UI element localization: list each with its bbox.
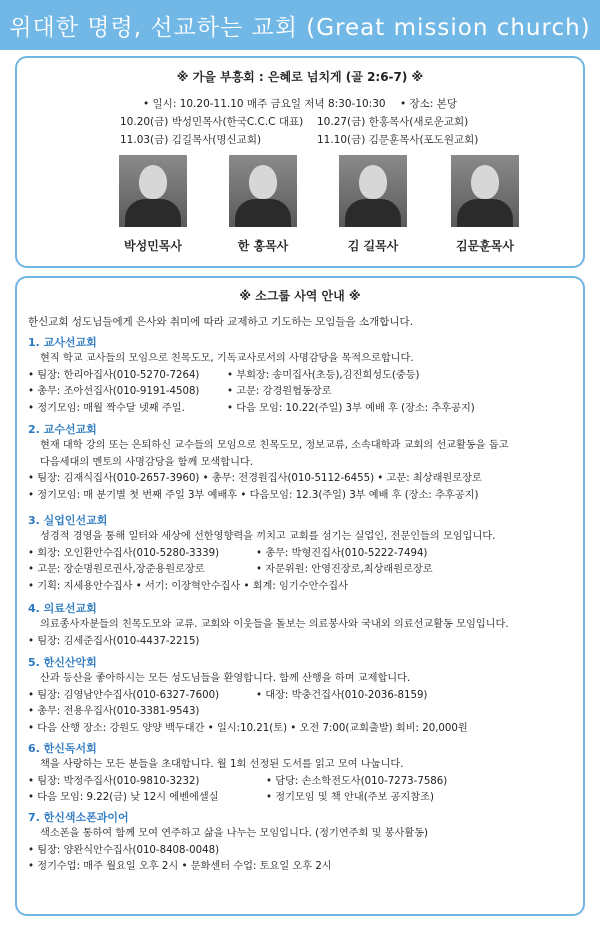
section-title: 6. 한신독서회 bbox=[28, 742, 97, 755]
section-line: • 총무: 전용우집사(010-3381-9543) bbox=[28, 706, 200, 717]
section-line: • 부회장: 송미집사(초등),김진희성도(중등) bbox=[227, 369, 420, 381]
section-desc: 책을 사랑하는 모든 분들을 초대합니다. 월 1회 선정된 도서를 읽고 모여 나눕니다. bbox=[40, 759, 404, 770]
section-desc: 현재 대학 강의 또는 은퇴하신 교수들의 모임으로 친목도모, 정보교류, 소속대학과 교회의 선교활동을 돕고 bbox=[40, 440, 509, 451]
section-line: • 팀장: 김영남안수집사(010-6327-7600) bbox=[28, 689, 220, 701]
section-line: • 회장: 오인환안수집사(010-5280-3339) bbox=[28, 547, 220, 559]
group-section-teachers bbox=[28, 335, 578, 417]
pastor-gallery bbox=[17, 155, 583, 265]
pastor-card bbox=[103, 155, 203, 254]
pastor-photo bbox=[229, 155, 297, 227]
revival-schedule bbox=[17, 95, 583, 149]
schedule-item: 11.03(금) 김길목사(명신교회) bbox=[120, 134, 262, 146]
group-section-saxophone bbox=[28, 810, 578, 876]
section-line: • 자문위원: 안영진장로,최상래원로장로 bbox=[256, 564, 433, 575]
pastor-photo bbox=[451, 155, 519, 227]
section-line: • 정기모임 및 책 안내(주보 공지참조) bbox=[266, 792, 434, 803]
section-desc: 의료종사자분들의 친목도모와 교류. 교회와 이웃들을 돌보는 의료봉사와 국내외 의료선교활동 모임입니다. bbox=[40, 619, 509, 630]
section-title: 7. 한신색소폰과이어 bbox=[28, 811, 129, 824]
section-line: • 담당: 손소학전도사(010-7273-7586) bbox=[266, 775, 448, 787]
section-line: • 팀장: 김세준집사(010-4437-2215) bbox=[28, 635, 200, 647]
revival-place: • 장소: 본당 bbox=[400, 98, 457, 110]
revival-box bbox=[15, 56, 585, 268]
section-desc: 현직 학교 교사들의 모임으로 친목도모, 기독교사로서의 사명감당을 목적으로합니다. bbox=[40, 353, 414, 364]
section-line: • 정기모임: 매월 짝수달 넷째 주일. bbox=[28, 402, 185, 414]
group-section-reading bbox=[28, 741, 578, 807]
section-title: 5. 한신산악회 bbox=[28, 656, 97, 669]
schedule-item: 10.20(금) 박성민목사(한국C.C.C 대표) bbox=[120, 116, 304, 128]
pastor-name: 김 길목사 bbox=[347, 239, 399, 253]
section-line: • 고문: 장순명원로권사,장준용원로장로 bbox=[28, 564, 205, 575]
section-line: • 고문: 강경원협동장로 bbox=[227, 386, 332, 397]
pastor-card bbox=[213, 155, 313, 254]
section-title: 3. 실업인선교회 bbox=[28, 514, 108, 527]
section-desc: 다음세대의 멘토의 사명감당을 함께 모색합니다. bbox=[40, 456, 254, 468]
section-line: • 정기수업: 매주 월요일 오후 2시 • 문화센터 수업: 토요일 오후 2시 bbox=[28, 861, 332, 872]
schedule-item: 11.10(금) 김문훈목사(포도원교회) bbox=[317, 134, 479, 146]
section-line: • 다음 산행 장소: 강원도 양양 백두대간 • 일시:10.21(토) • 오전 7:00(교회출발) 회비: 20,000원 bbox=[28, 722, 468, 734]
pastor-photo bbox=[339, 155, 407, 227]
section-line: • 다음 모임: 9.22(금) 낮 12시 에벤에셀실 bbox=[28, 792, 219, 803]
group-section-medical bbox=[28, 601, 578, 650]
page-banner bbox=[0, 0, 600, 50]
revival-time: • 일시: 10.20-11.10 매주 금요일 저녁 8:30-10:30 bbox=[143, 98, 386, 110]
section-line: • 팀장: 양완식안수집사(010-8408-0048) bbox=[28, 844, 220, 856]
pastor-name: 김문훈목사 bbox=[456, 239, 514, 253]
groups-title: ※ 소그룹 사역 안내 ※ bbox=[239, 289, 361, 303]
section-line: • 총무: 조아선집사(010-9191-4508) bbox=[28, 386, 200, 397]
banner-title: 위대한 명령, 선교하는 교회 (Great mission church) bbox=[9, 14, 591, 41]
pastor-name: 한 홍목사 bbox=[237, 239, 289, 253]
section-line: • 팀장: 박정주집사(010-9810-3232) bbox=[28, 775, 200, 787]
section-line: • 다음 모임: 10.22(주일) 3부 예배 후 (장소: 추후공지) bbox=[227, 402, 475, 414]
pastor-name: 박성민목사 bbox=[124, 239, 182, 253]
section-line: • 대장: 박충건집사(010-2036-8159) bbox=[256, 689, 428, 701]
section-title: 1. 교사선교회 bbox=[28, 336, 97, 349]
section-line: • 팀장: 한리아집사(010-5270-7264) bbox=[28, 369, 200, 381]
section-desc: 성경적 경영을 통해 일터와 세상에 선한영향력을 끼치고 교회를 섬기는 실업인, 전문인들의 모임입니다. bbox=[40, 531, 496, 542]
section-title: 2. 교수선교회 bbox=[28, 423, 97, 436]
small-group-box bbox=[15, 276, 585, 916]
revival-title: ※ 가을 부흥회 : 은혜로 넘치게 (골 2:6-7) ※ bbox=[176, 70, 424, 84]
pastor-photo bbox=[119, 155, 187, 227]
section-line: • 기획: 지세용안수집사 • 서기: 이장혁안수집사 • 회계: 임기수안수집사 bbox=[28, 580, 348, 592]
pastor-card bbox=[323, 155, 423, 254]
group-section-business bbox=[28, 513, 578, 595]
section-title: 4. 의료선교회 bbox=[28, 602, 97, 615]
schedule-item: 10.27(금) 한홍목사(새로운교회) bbox=[317, 116, 469, 128]
group-section-hiking bbox=[28, 655, 578, 737]
section-desc: 색소폰을 통하여 함께 모여 연주하고 삶을 나누는 모임입니다. (정기연주회 및 봉사활동) bbox=[40, 828, 429, 839]
pastor-card bbox=[435, 155, 535, 254]
groups-intro: 한신교회 성도님들에게 은사와 취미에 따라 교제하고 기도하는 모임들을 소개합니다. bbox=[28, 316, 414, 328]
section-line: • 총무: 박형진집사(010-5222-7494) bbox=[256, 547, 428, 559]
group-section-professors bbox=[28, 422, 578, 504]
section-line: • 팀장: 김재식집사(010-2657-3960) • 총무: 전경원집사(010-5112-6455) • 고문: 최상래원로장로 bbox=[28, 473, 482, 484]
section-line: • 정기모임: 매 분기별 첫 번째 주일 3부 예배후 • 다음모임: 12.3(주일) 3부 예배 후 (장소: 추후공지) bbox=[28, 489, 479, 501]
section-desc: 산과 등산을 좋아하시는 모든 성도님들을 환영합니다. 함께 산행을 하며 교제합니다. bbox=[40, 673, 411, 684]
